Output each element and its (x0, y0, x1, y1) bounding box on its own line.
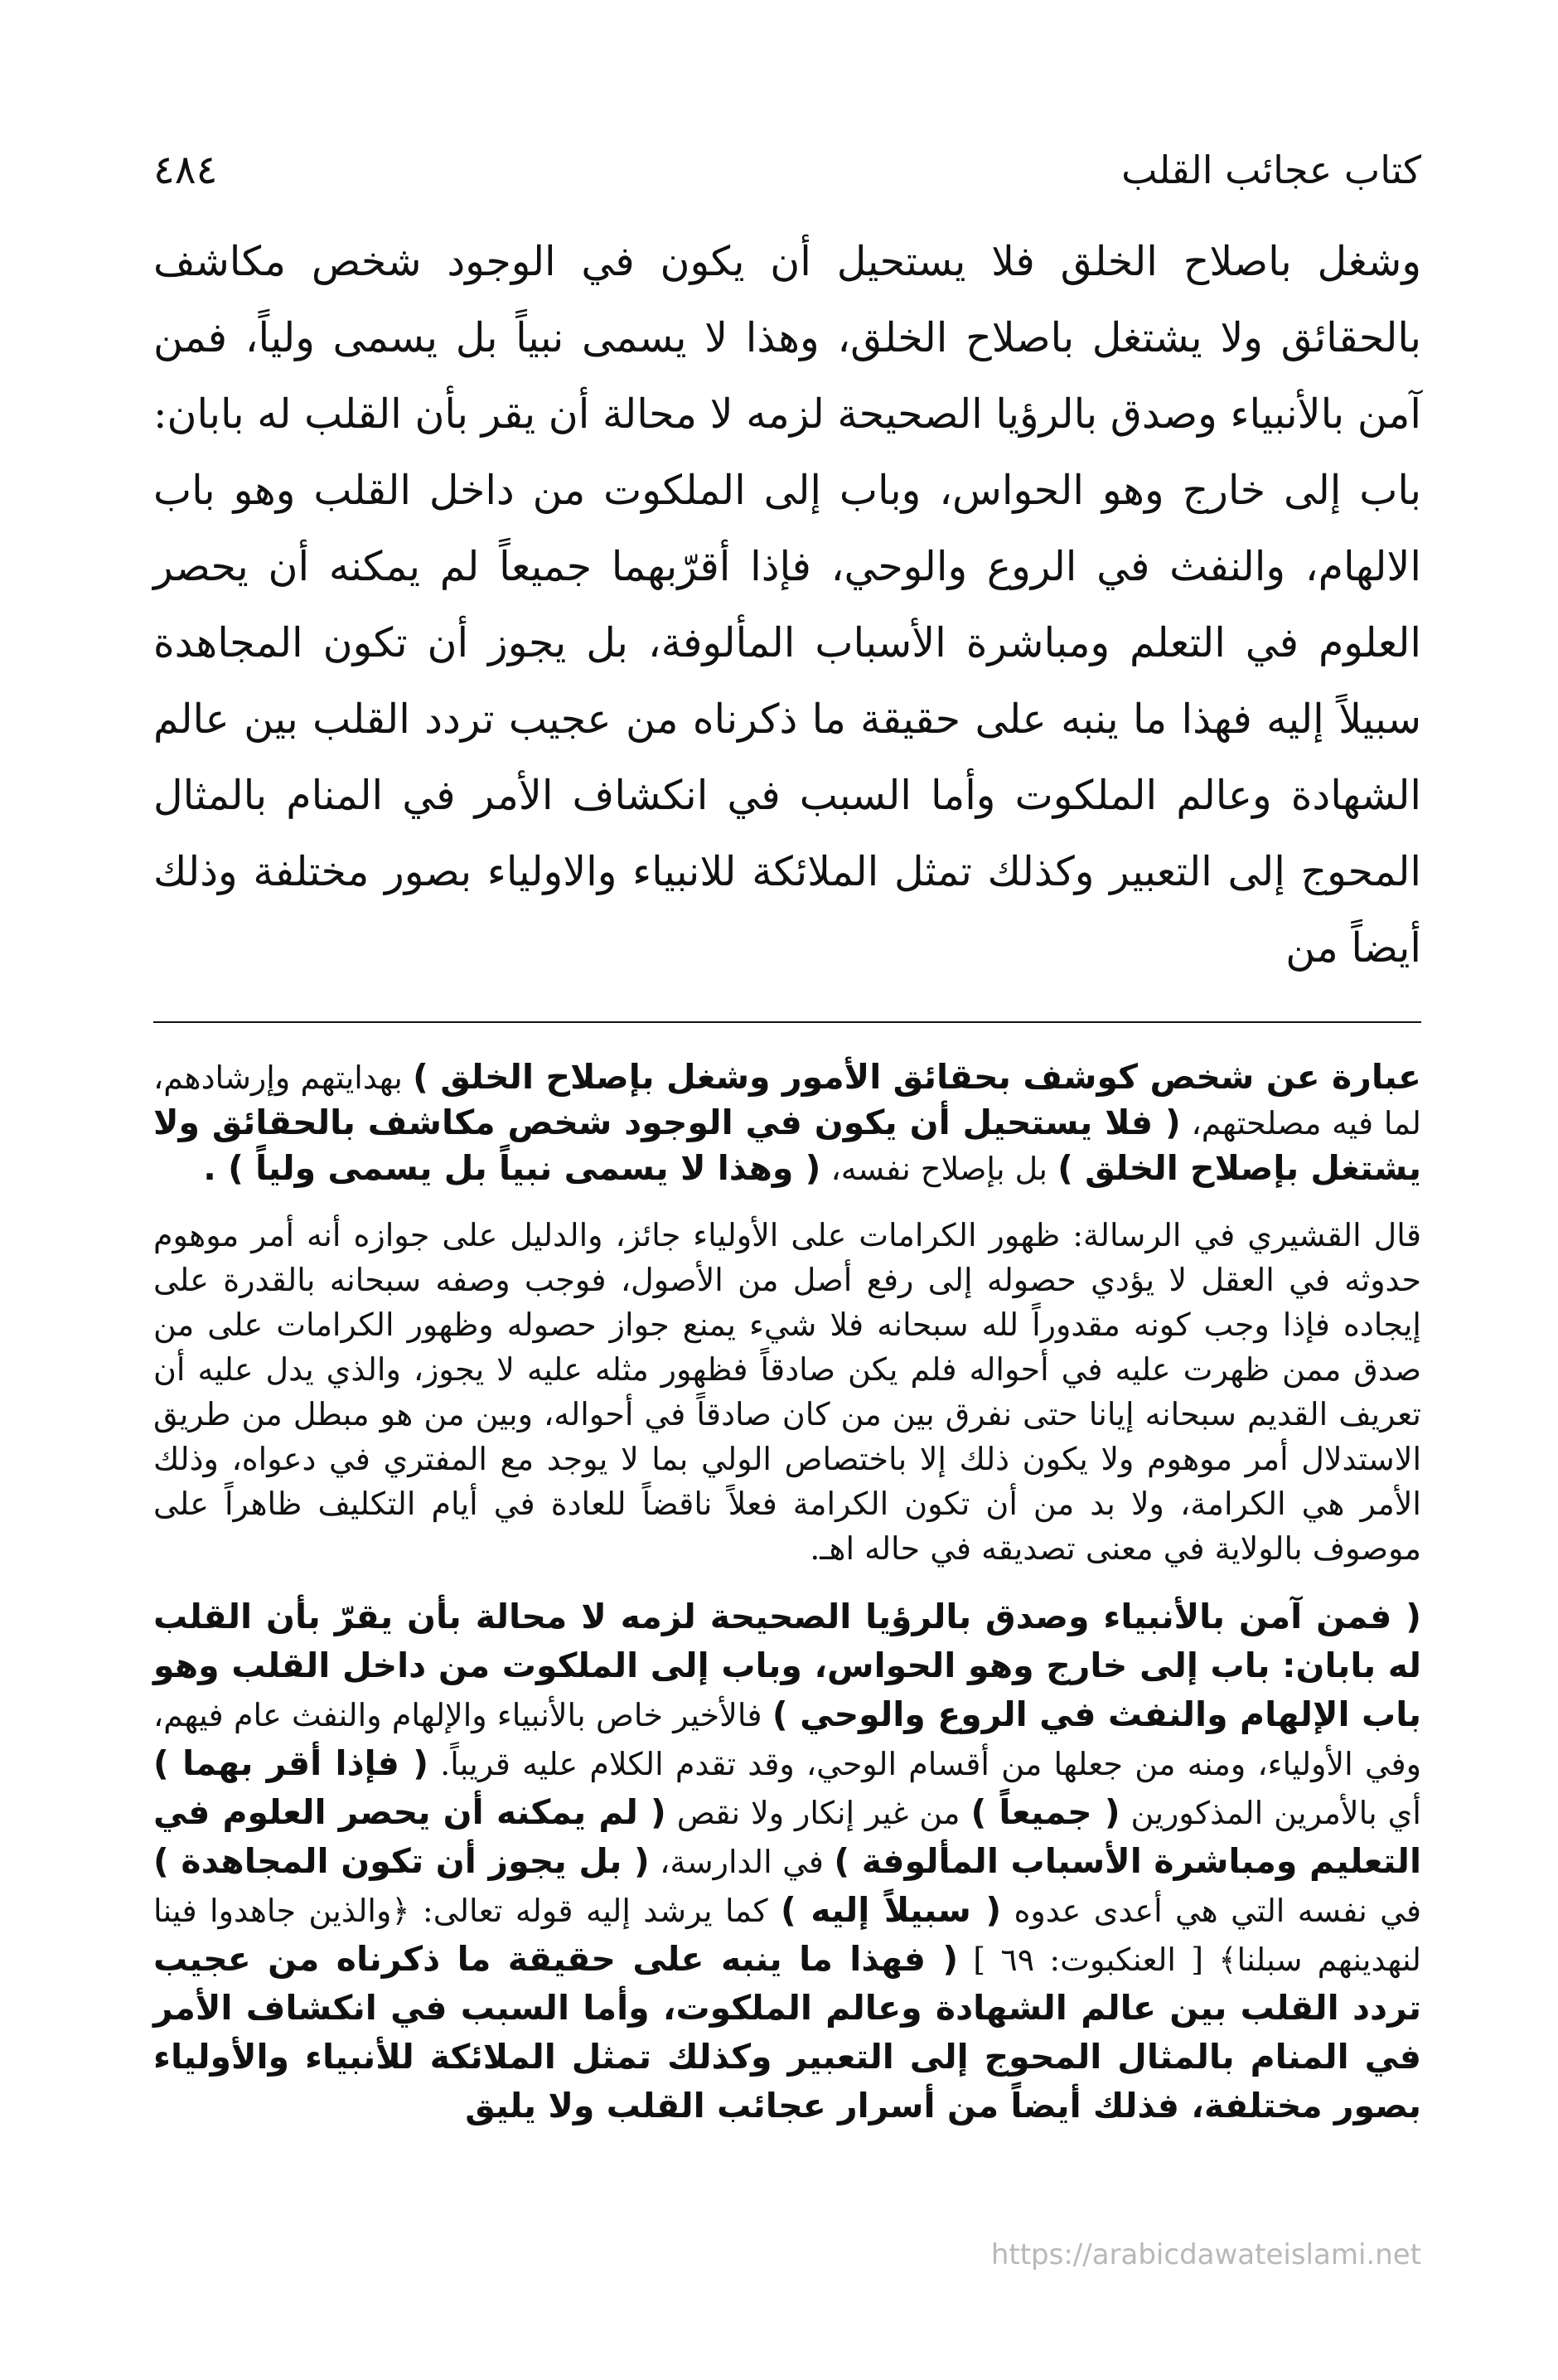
commentary-quote: ( سبيلاً إليه ) (780, 1890, 1002, 1930)
page-header (153, 124, 1421, 216)
page-number: ٤٨٤ (153, 147, 218, 193)
commentary-explanation: بهدايتهم وإرشادهم، لما فيه مصلحتهم، (153, 1059, 1421, 1142)
main-paragraph: وشغل باصلاح الخلق فلا يستحيل أن يكون في الوجود شخص مكاشف بالحقائق ولا يشتغل باصلاح الخلق، وهذا لا يسمى نبياً بل يسمى ولياً، فمن آمن بالأنبياء وصدق بالرؤيا الصحيحة لزمه لا محالة أن يقر بأن القلب له بابان: باب إلى خارج وهو الحواس، وباب إلى الملكوت من داخل القلب وهو باب الالهام، والنفث في الروع والوحي، فإذا أقرّبهما جميعاً لم يمكنه أن يحصر العلوم في التعلم ومباشرة الأسباب المألوفة، بل يجوز أن تكون المجاهدة سبيلاً إليه فهذا ما ينبه على حقيقة ما ذكرناه من عجيب تردد القلب بين عالم الشهادة وعالم الملكوت وأما السبب في انكشاف الأمر في المنام بالمثال المحوج إلى التعبير وكذلك تمثل الملائكة للانبياء والاولياء بصور مختلفة وذلك أيضاً من (153, 238, 1421, 972)
commentary-explanation: من غير إنكار ولا نقص (665, 1795, 971, 1831)
commentary-explanation: فالأخير خاص بالأنبياء والإلهام والنفث عام فيهم، وفي الأولياء، ومنه من جعلها من أقسام الوحي، وقد تقدم الكلام عليه قريباً. (153, 1697, 1422, 1782)
commentary-explanation: أي بالأمرين المذكورين (1120, 1795, 1421, 1831)
commentary-quote: ( لم يمكنه أن يحصر العلوم في التعليم ومباشرة الأسباب المألوفة ) (153, 1792, 1421, 1881)
book-title: كتاب عجائب القلب (1121, 148, 1421, 192)
commentary-quote: ( فهذا ما ينبه على حقيقة ما ذكرناه من عجيب تردد القلب بين عالم الشهادة وعالم الملكوت، وأما السبب في انكشاف الأمر في المنام بالمثال المحوج إلى التعبير وكذلك تمثل الملائكة للأنبياء والأولياء بصور مختلفة، فذلك أيضاً من أسرار عجائب القلب ولا يليق (153, 1939, 1421, 2126)
commentary-explanation: في الدارسة، (649, 1844, 835, 1880)
commentary-block-1 (153, 1054, 1421, 1191)
commentary-explanation: بل بإصلاح نفسه، (820, 1151, 1058, 1187)
commentary-explanation: كما يرشد إليه قوله تعالى: ﴿والذين جاهدوا فينا لنهدينهم سبلنا﴾ [ العنكبوت: ٦٩ ] (153, 1893, 1421, 1978)
book-page (153, 124, 1421, 2313)
commentary-explanation: في نفسه التي هي أعدى عدوه (1001, 1893, 1421, 1929)
commentary-block-2: قال القشيري في الرسالة: ظهور الكرامات على الأولياء جائز، والدليل على جوازه أنه أمر موهوم حدوثه في العقل لا يؤدي حصوله إلى رفع أصل من الأصول، فوجب وصفه سبحانه بالقدرة على إيجاده فإذا وجب كونه مقدوراً لله سبحانه فلا شيء يمنع جواز حصوله وظهور الكرامات على من صدق ممن ظهرت عليه في أحواله فلم يكن صادقاً فظهور مثله عليه لا يجوز، والذي يدل عليه أن تعريف القديم سبحانه إيانا حتى نفرق بين من كان صادقاً في أحواله، وبين من هو مبطل من طريق الاستدلال أمر موهوم ولا يكون ذلك إلا باختصاص الولي بما لا يوجد مع المفتري في دعواه، وذلك الأمر هي الكرامة، ولا بد من أن تكون الكرامة فعلاً ناقضاً للعادة في أيام التكليف ظاهراً على موصوف بالولاية في معنى تصديقه في حاله اهـ. (153, 1217, 1421, 1567)
commentary-quote: ( فمن آمن بالأنبياء وصدق بالرؤيا الصحيحة لزمه لا محالة بأن يقرّ بأن القلب له بابان: باب إلى خارج وهو الحواس، وباب إلى الملكوت من داخل القلب وهو باب الإلهام والنفث في الروع والوحي ) (153, 1597, 1421, 1734)
commentary-quote: ( بل يجوز أن تكون المجاهدة ) (153, 1841, 650, 1881)
commentary-quote: عبارة عن شخص كوشف بحقائق الأمور وشغل بإصلاح الخلق ) (413, 1057, 1421, 1097)
divider-line (153, 1021, 1421, 1023)
commentary-quote: ( فلا يستحيل أن يكون في الوجود شخص مكاشف بالحقائق ولا يشتغل بإصلاح الخلق ) (153, 1103, 1421, 1188)
commentary-quote: ( فإذا أقر بهما ) (153, 1743, 428, 1783)
commentary-block-3 (153, 1592, 1421, 2130)
commentary-quote: ( وهذا لا يسمى نبياً بل يسمى ولياً ) . (203, 1148, 821, 1188)
commentary-quote: ( جميعاً ) (970, 1792, 1120, 1832)
main-text (153, 224, 1421, 986)
source-url: https://arabicdawateislami.net (990, 2238, 1421, 2271)
commentary (153, 1054, 1421, 2130)
